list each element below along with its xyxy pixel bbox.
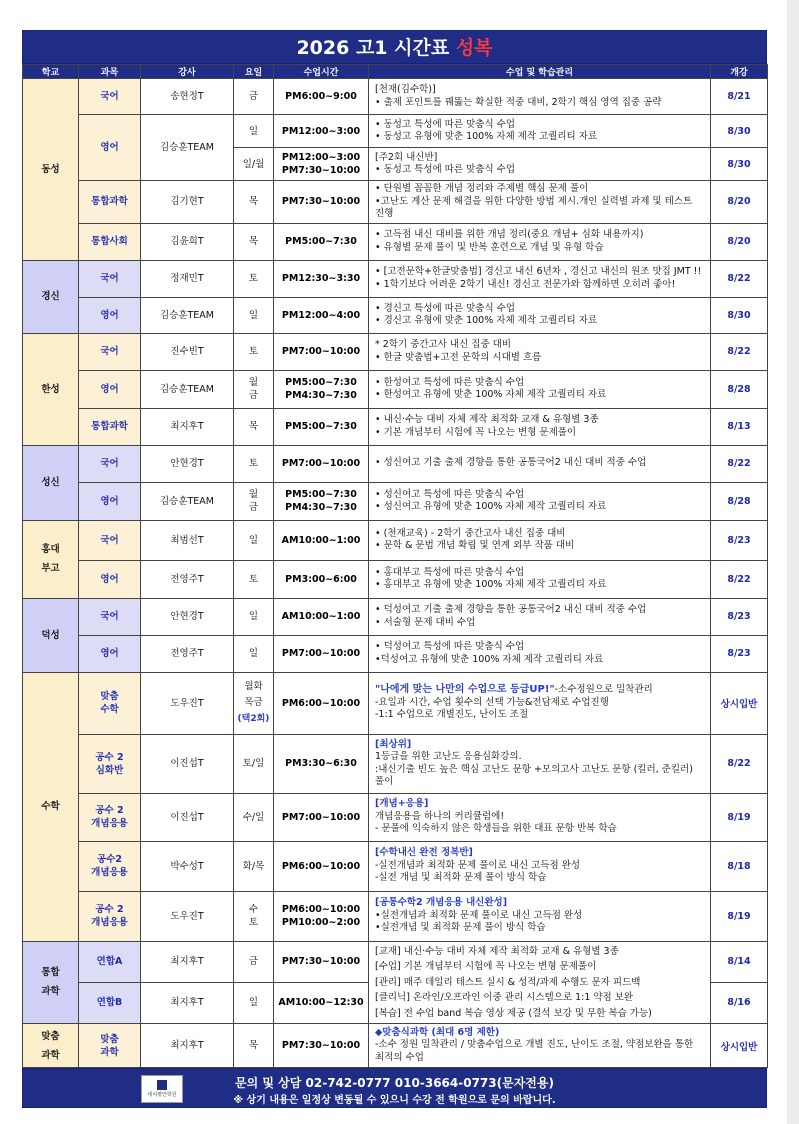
school-line: 부고 bbox=[41, 563, 60, 574]
subject-cell: 영어 bbox=[79, 115, 141, 181]
desc-line: •고난도 계산 문제 해결을 위한 다양한 방법 제시.개인 실력별 과제 및 테스트 진행 bbox=[375, 195, 693, 219]
desc-line: - 문풀에 익숙하지 않은 학생들을 위한 대표 문항 반복 학습 bbox=[375, 823, 617, 835]
description-cell bbox=[369, 181, 711, 224]
desc-line: •실전개념 및 최적화 문제 풀이 방식 학습 bbox=[375, 922, 546, 934]
desc-line: • 내신·수능 대비 자체 제작 최적화 교재 & 유형별 3종 bbox=[375, 414, 599, 425]
logo-text: 대치평안학원 bbox=[147, 1092, 177, 1098]
time-cell bbox=[274, 891, 369, 941]
day-cell: 목 bbox=[234, 1024, 274, 1068]
subject-line: 공수 2 bbox=[95, 904, 124, 915]
school-deokseong: 덕성 bbox=[23, 598, 79, 672]
start-date-cell: 8/28 bbox=[711, 482, 768, 520]
table-row bbox=[23, 79, 768, 115]
day-cell: 목 bbox=[234, 408, 274, 445]
day-cell: 일/월 bbox=[234, 148, 274, 181]
desc-line: • [고전문학+한글맞춤법] 경신고 내신 6년차 , 경신고 내신의 원조 맛집 JMT !! bbox=[375, 266, 702, 277]
subject-cell: 연합A bbox=[79, 941, 141, 982]
time-cell: PM7:30~10:00 bbox=[274, 1024, 369, 1068]
subject-line: 심화반 bbox=[95, 764, 124, 776]
title-highlight: 성복 bbox=[455, 37, 493, 59]
subject-cell: 영어 bbox=[79, 370, 141, 408]
school-seongsin: 성신 bbox=[23, 445, 79, 520]
subject-cell: 국어 bbox=[79, 333, 141, 370]
day-cell: 금 bbox=[234, 79, 274, 115]
desc-line: [관리] 매주 데일리 테스트 실시 & 성적/과제 수행도 문자 피드백 bbox=[375, 976, 641, 988]
time-cell: PM6:00~10:00 bbox=[274, 672, 369, 734]
desc-line: • 동성고 특성에 따른 맞춤식 수업 bbox=[375, 118, 516, 130]
day-cell bbox=[234, 370, 274, 408]
description-cell bbox=[369, 841, 711, 891]
desc-line: • 동성고 유형에 맞춘 100% 자체 제작 고퀄리티 자료 bbox=[375, 131, 598, 142]
desc-line: • 성신여고 유형에 맞춘 100% 자체 제작 고퀄리티 자료 bbox=[375, 501, 607, 512]
day-line: 목금 bbox=[244, 697, 263, 708]
desc-headline: ◆맞춤식과학 (최대 6명 제한) bbox=[375, 1026, 500, 1038]
desc-highlight: "나에게 맞는 나만의 수업으로 등급UP!" bbox=[375, 684, 555, 696]
school-integrated-science bbox=[23, 941, 79, 1024]
day-cell: 토 bbox=[234, 445, 274, 482]
subject-cell: 국어 bbox=[79, 598, 141, 635]
desc-line: • 홍대부고 유형에 맞춘 100% 자체 제작 고퀄리티 자료 bbox=[375, 579, 607, 590]
desc-line: • 문학 & 문법 개념 확립 및 연계 외부 작품 대비 bbox=[375, 540, 575, 551]
start-date-cell: 8/30 bbox=[711, 115, 768, 148]
time-cell: PM12:00~4:00 bbox=[274, 297, 369, 333]
header-school: 학교 bbox=[23, 65, 79, 79]
desc-line: • 한글 맞춤법+고전 문학의 시대별 흐름 bbox=[375, 351, 542, 363]
table-row bbox=[23, 672, 768, 734]
teacher-cell: 최지후T bbox=[141, 941, 234, 982]
subject-cell bbox=[79, 793, 141, 841]
time-line: PM7:30~10:00 bbox=[281, 165, 361, 176]
day-cell: 토 bbox=[234, 560, 274, 598]
subject-cell bbox=[79, 891, 141, 941]
subject-line: 과학 bbox=[100, 1046, 119, 1058]
time-cell: PM7:00~10:00 bbox=[274, 445, 369, 482]
day-line: 월 bbox=[248, 489, 259, 500]
start-date-cell: 8/23 bbox=[711, 520, 768, 560]
teacher-cell: 김승훈TEAM bbox=[141, 297, 234, 333]
subject-line: 공수2 bbox=[97, 854, 122, 865]
description-cell bbox=[369, 520, 711, 560]
day-cell: 일 bbox=[234, 297, 274, 333]
desc-headline bbox=[375, 684, 704, 697]
table-row bbox=[23, 734, 768, 793]
time-cell: PM5:00~7:30 bbox=[274, 408, 369, 445]
start-date-cell: 8/22 bbox=[711, 260, 768, 297]
day-cell: 일 bbox=[234, 635, 274, 672]
time-cell: PM7:00~10:00 bbox=[274, 333, 369, 370]
desc-line: [주2회 내신반] bbox=[375, 151, 438, 163]
school-custom-science bbox=[23, 1024, 79, 1068]
school-line: 홍대 bbox=[41, 544, 60, 555]
table-row bbox=[23, 560, 768, 598]
teacher-cell: 전영주T bbox=[141, 560, 234, 598]
subject-cell: 영어 bbox=[79, 482, 141, 520]
table-row bbox=[23, 297, 768, 333]
description-cell bbox=[369, 148, 711, 181]
day-cell: 목 bbox=[234, 181, 274, 224]
desc-line: -실전개념과 최적화 문제 풀이로 내신 고득점 완성 bbox=[375, 859, 581, 871]
time-cell: PM5:00~7:30 bbox=[274, 223, 369, 260]
desc-line: -1:1 수업으로 개별진도, 난이도 조절 bbox=[375, 709, 529, 721]
subject-line: 개념응용 bbox=[91, 917, 128, 928]
teacher-cell: 김승훈TEAM bbox=[141, 370, 234, 408]
subject-line: 맞춤 bbox=[100, 691, 119, 702]
table-row bbox=[23, 520, 768, 560]
desc-line: • 경신고 특성에 따른 맞춤식 수업 bbox=[375, 302, 516, 314]
time-line: PM10:00~2:00 bbox=[281, 917, 361, 928]
start-date-cell: 8/21 bbox=[711, 79, 768, 115]
teacher-cell: 도우진T bbox=[141, 672, 234, 734]
desc-line: •덕성여고 유형에 맞춘 100% 자체 제작 고퀄리티 자료 bbox=[375, 653, 604, 665]
table-row bbox=[23, 223, 768, 260]
time-cell: PM6:00~10:00 bbox=[274, 841, 369, 891]
subject-cell: 통합사회 bbox=[79, 223, 141, 260]
table-row bbox=[23, 841, 768, 891]
desc-line: • 고득점 내신 대비를 위한 개념 정리(중요 개념+ 심화 내용까지) bbox=[375, 229, 644, 240]
start-date-cell: 8/28 bbox=[711, 370, 768, 408]
start-date-cell: 8/19 bbox=[711, 891, 768, 941]
school-line: 과학 bbox=[41, 1049, 60, 1061]
desc-line: 1등급을 위한 고난도 응용심화강의. bbox=[375, 751, 522, 762]
time-cell: PM7:30~10:00 bbox=[274, 181, 369, 224]
time-line: PM6:00~10:00 bbox=[281, 904, 361, 915]
description-cell bbox=[369, 793, 711, 841]
time-line: PM4:30~7:30 bbox=[285, 390, 357, 401]
table-row bbox=[23, 260, 768, 297]
day-cell: 토 bbox=[234, 260, 274, 297]
desc-line: [천재(김수학)] bbox=[375, 84, 436, 95]
subject-line: 개념응용 bbox=[91, 818, 128, 829]
table-row bbox=[23, 482, 768, 520]
description-cell bbox=[369, 941, 711, 1024]
desc-line: • 성신여고 기출 출제 경향을 통한 공통국어2 내신 대비 적중 수업 bbox=[375, 457, 647, 469]
title-text: 2026 고1 시간표 bbox=[296, 37, 450, 59]
time-cell: PM3:30~6:30 bbox=[274, 734, 369, 793]
school-line: 맞춤 bbox=[41, 1030, 60, 1042]
day-line: 월 bbox=[248, 377, 259, 388]
desc-line: -실전 개념 및 최적화 문제 풀이 방식 학습 bbox=[375, 872, 547, 884]
desc-line: • 경신고 유형에 맞춘 100% 자체 제작 고퀄리티 자료 bbox=[375, 315, 598, 326]
timetable bbox=[22, 64, 768, 1068]
header-day: 요일 bbox=[234, 65, 274, 79]
subject-cell: 영어 bbox=[79, 560, 141, 598]
day-cell: 일 bbox=[234, 115, 274, 148]
start-date-cell: 8/19 bbox=[711, 793, 768, 841]
desc-line: * 2학기 중간고사 내신 집중 대비 bbox=[375, 339, 512, 350]
day-cell bbox=[234, 891, 274, 941]
day-line: 월화 bbox=[244, 681, 263, 692]
start-date-cell: 8/30 bbox=[711, 297, 768, 333]
description-cell bbox=[369, 482, 711, 520]
teacher-cell: 진수빈T bbox=[141, 333, 234, 370]
description-cell bbox=[369, 79, 711, 115]
teacher-cell: 정재민T bbox=[141, 260, 234, 297]
description-cell bbox=[369, 333, 711, 370]
description-cell bbox=[369, 408, 711, 445]
subject-cell: 국어 bbox=[79, 445, 141, 482]
description-cell bbox=[369, 891, 711, 941]
description-cell bbox=[369, 560, 711, 598]
header-description: 수업 및 학습관리 bbox=[369, 65, 711, 79]
day-cell bbox=[234, 482, 274, 520]
day-line: 금 bbox=[248, 502, 259, 513]
subject-line: 수학 bbox=[100, 704, 119, 715]
start-date-cell: 8/22 bbox=[711, 445, 768, 482]
table-row bbox=[23, 793, 768, 841]
day-cell: 일 bbox=[234, 520, 274, 560]
desc-line: -요일과 시간, 수업 횟수의 선택 가능&전담제로 수업진행 bbox=[375, 696, 609, 708]
school-line: 과학 bbox=[41, 986, 60, 998]
desc-line: • 유형별 문제 풀이 및 반복 훈련으로 개념 및 유형 학습 bbox=[375, 241, 604, 253]
start-date-cell: 8/20 bbox=[711, 223, 768, 260]
teacher-cell: 최지후T bbox=[141, 982, 234, 1023]
start-date-cell: 8/13 bbox=[711, 408, 768, 445]
desc-headline: [수학내신 완전 정복반] bbox=[375, 847, 473, 859]
desc-line: [복습] 전 수업 band 복습 영상 제공 (결석 보강 및 무한 복습 가능) bbox=[375, 1007, 652, 1019]
table-row bbox=[23, 635, 768, 672]
subject-cell: 영어 bbox=[79, 297, 141, 333]
desc-line: • 홍대부고 특성에 따른 맞춤식 수업 bbox=[375, 566, 525, 578]
desc-line: • (천재교육) - 2학기 중간고사 내신 집중 대비 bbox=[375, 527, 566, 539]
start-date-cell: 8/23 bbox=[711, 635, 768, 672]
description-cell bbox=[369, 734, 711, 793]
time-cell: AM10:00~1:00 bbox=[274, 598, 369, 635]
time-line: PM5:00~7:30 bbox=[285, 489, 357, 500]
teacher-cell: 최지후T bbox=[141, 408, 234, 445]
description-cell bbox=[369, 297, 711, 333]
day-line: 금 bbox=[248, 390, 259, 401]
teacher-cell: 전영주T bbox=[141, 635, 234, 672]
day-line: (택2회) bbox=[237, 714, 270, 724]
day-cell: 목 bbox=[234, 223, 274, 260]
day-line: 수 bbox=[248, 904, 259, 915]
day-cell: 화/목 bbox=[234, 841, 274, 891]
desc-line: • 기본 개념부터 시험에 꼭 나오는 변형 문제풀이 bbox=[375, 426, 577, 438]
desc-headline: [공통수학2 개념응용 내신완성] bbox=[375, 897, 508, 909]
day-cell: 일 bbox=[234, 598, 274, 635]
header-time: 수업시간 bbox=[274, 65, 369, 79]
subject-cell: 연합B bbox=[79, 982, 141, 1023]
teacher-cell: 송현정T bbox=[141, 79, 234, 115]
desc-headline: [개념+응용] bbox=[375, 798, 429, 810]
description-cell bbox=[369, 260, 711, 297]
time-cell: PM12:00~3:00 bbox=[274, 115, 369, 148]
school-line: 통합 bbox=[41, 967, 60, 979]
header-row bbox=[23, 65, 768, 79]
teacher-cell: 안현경T bbox=[141, 598, 234, 635]
desc-line: • 출제 포인트를 꿰뚫는 확실한 적중 대비, 2학기 핵심 영역 집중 공략 bbox=[375, 96, 662, 108]
start-date-cell: 8/30 bbox=[711, 148, 768, 181]
subject-cell: 국어 bbox=[79, 520, 141, 560]
desc-line: [교재] 내신·수능 대비 자체 제작 최적화 교재 & 유형별 3종 bbox=[375, 945, 619, 957]
subject-cell bbox=[79, 672, 141, 734]
teacher-cell: 안현경T bbox=[141, 445, 234, 482]
time-line: PM5:00~7:30 bbox=[285, 377, 357, 388]
time-cell: PM7:00~10:00 bbox=[274, 635, 369, 672]
time-cell bbox=[274, 148, 369, 181]
teacher-cell: 김윤희T bbox=[141, 223, 234, 260]
subject-line: 개념응용 bbox=[91, 867, 128, 878]
description-cell bbox=[369, 635, 711, 672]
notice-line: ※ 상기 내용은 일정상 변동될 수 있으니 수강 전 학원으로 문의 바랍니다. bbox=[233, 1095, 556, 1106]
table-row bbox=[23, 181, 768, 224]
desc-highlight-tail: -소수정원으로 밀착관리 bbox=[554, 684, 653, 696]
desc-line: :내신기출 빈도 높은 핵심 고난도 문항 +모의고사 고난도 문항 (킬러, 준킬러) 풀이 bbox=[375, 763, 693, 787]
day-line: 토 bbox=[248, 917, 259, 928]
table-row bbox=[23, 445, 768, 482]
table-row bbox=[23, 370, 768, 408]
desc-line: [클리닉] 온라인/오프라인 이중 관리 시스템으로 1:1 약점 보완 bbox=[375, 992, 634, 1003]
desc-line: •실전개념과 최적화 문제 풀이로 내신 고득점 완성 bbox=[375, 909, 583, 921]
description-cell bbox=[369, 445, 711, 482]
desc-line: 최적의 수업 bbox=[375, 1051, 424, 1063]
time-cell: PM7:30~10:00 bbox=[274, 941, 369, 982]
school-dongseong: 동성 bbox=[23, 79, 79, 261]
teacher-cell: 최범선T bbox=[141, 520, 234, 560]
desc-line: • 성신여고 특성에 따른 맞춤식 수업 bbox=[375, 488, 525, 500]
header-teacher: 강사 bbox=[141, 65, 234, 79]
desc-line: • 동성고 특성에 따른 맞춤식 수업 bbox=[375, 164, 516, 175]
day-cell: 금 bbox=[234, 941, 274, 982]
start-date-cell: 8/20 bbox=[711, 181, 768, 224]
description-cell bbox=[369, 370, 711, 408]
teacher-cell: 도우진T bbox=[141, 891, 234, 941]
desc-line: • 한성여고 특성에 따른 맞춤식 수업 bbox=[375, 376, 525, 388]
subject-cell bbox=[79, 734, 141, 793]
teacher-cell: 박수성T bbox=[141, 841, 234, 891]
title-banner bbox=[22, 30, 767, 64]
school-gyeongsin: 경신 bbox=[23, 260, 79, 333]
subject-cell: 통합과학 bbox=[79, 408, 141, 445]
teacher-cell: 김승훈TEAM bbox=[141, 482, 234, 520]
school-hanseong: 한성 bbox=[23, 333, 79, 445]
table-row bbox=[23, 598, 768, 635]
day-cell bbox=[234, 672, 274, 734]
time-cell: PM12:30~3:30 bbox=[274, 260, 369, 297]
table-row bbox=[23, 941, 768, 982]
desc-line: • 서술형 문제 대비 수업 bbox=[375, 616, 476, 628]
teacher-cell: 최지후T bbox=[141, 1024, 234, 1068]
description-cell bbox=[369, 672, 711, 734]
time-cell: AM10:00~1:00 bbox=[274, 520, 369, 560]
subject-cell: 국어 bbox=[79, 260, 141, 297]
table-row bbox=[23, 891, 768, 941]
desc-line: • 덕성여고 기출 출제 경향을 통한 공통국어2 내신 대비 적중 수업 bbox=[375, 604, 647, 615]
desc-headline: [최상위] bbox=[375, 738, 412, 750]
teacher-cell: 이진섭T bbox=[141, 734, 234, 793]
start-date-cell: 8/22 bbox=[711, 560, 768, 598]
start-date-cell: 8/22 bbox=[711, 734, 768, 793]
day-cell: 일 bbox=[234, 982, 274, 1023]
table-row bbox=[23, 1024, 768, 1068]
teacher-cell: 김기현T bbox=[141, 181, 234, 224]
table-row bbox=[23, 333, 768, 370]
day-cell: 수/일 bbox=[234, 793, 274, 841]
desc-line: • 한성여고 유형에 맞춘 100% 자체 제작 고퀄리티 자료 bbox=[375, 389, 607, 400]
time-line: PM12:00~3:00 bbox=[281, 152, 361, 163]
subject-cell: 통합과학 bbox=[79, 181, 141, 224]
table-row bbox=[23, 408, 768, 445]
subject-line: 공수 2 bbox=[95, 751, 124, 763]
start-date-cell: 상시입반 bbox=[711, 672, 768, 734]
contact-line: 문의 및 상담 02-742-0777 010-3664-0773(문자전용) bbox=[235, 1076, 554, 1090]
time-cell: AM10:00~12:30 bbox=[274, 982, 369, 1023]
time-line: PM4:30~7:30 bbox=[285, 502, 357, 513]
subject-line: 맞춤 bbox=[100, 1033, 119, 1045]
subject-cell: 국어 bbox=[79, 79, 141, 115]
school-hongdae bbox=[23, 520, 79, 598]
time-cell bbox=[274, 370, 369, 408]
teacher-cell: 김승훈TEAM bbox=[141, 115, 234, 181]
start-date-cell: 8/14 bbox=[711, 941, 768, 982]
start-date-cell: 8/23 bbox=[711, 598, 768, 635]
start-date-cell: 상시입반 bbox=[711, 1024, 768, 1068]
desc-line: • 덕성여고 특성에 따른 맞춤식 수업 bbox=[375, 641, 525, 652]
desc-line: • 단원별 꼼꼼한 개념 정리와 주제별 핵심 문제 풀이 bbox=[375, 183, 589, 194]
subject-cell bbox=[79, 841, 141, 891]
timetable-sheet bbox=[22, 30, 767, 1108]
day-cell: 토/일 bbox=[234, 734, 274, 793]
desc-line: 개념응용을 하나의 커리큘럼에! bbox=[375, 810, 505, 822]
description-cell bbox=[369, 1024, 711, 1068]
time-cell: PM6:00~9:00 bbox=[274, 79, 369, 115]
description-cell bbox=[369, 223, 711, 260]
description-cell bbox=[369, 115, 711, 148]
header-start: 개강 bbox=[711, 65, 768, 79]
subject-line: 공수 2 bbox=[95, 805, 124, 816]
description-cell bbox=[369, 598, 711, 635]
start-date-cell: 8/22 bbox=[711, 333, 768, 370]
start-date-cell: 8/18 bbox=[711, 841, 768, 891]
time-cell bbox=[274, 482, 369, 520]
desc-line: • 1학기보다 어려운 2학기 내신! 경신고 전문가와 함께하면 오히려 좋아! bbox=[375, 278, 676, 290]
school-math: 수학 bbox=[23, 672, 79, 941]
header-subject: 과목 bbox=[79, 65, 141, 79]
time-cell: PM7:00~10:00 bbox=[274, 793, 369, 841]
teacher-cell: 이진섭T bbox=[141, 793, 234, 841]
subject-cell: 영어 bbox=[79, 635, 141, 672]
desc-line: [수업] 기본 개념부터 시험에 꼭 나오는 변형 문제풀이 bbox=[375, 961, 597, 972]
subject-cell bbox=[79, 1024, 141, 1068]
desc-line: -소수 정원 밀착관리 / 맞춤수업으로 개별 진도, 난이도 조절, 약점보완을 통한 bbox=[375, 1039, 694, 1051]
day-cell: 토 bbox=[234, 333, 274, 370]
table-row bbox=[23, 115, 768, 148]
start-date-cell: 8/16 bbox=[711, 982, 768, 1023]
time-cell: PM3:00~6:00 bbox=[274, 560, 369, 598]
contact-footer bbox=[22, 1068, 767, 1108]
